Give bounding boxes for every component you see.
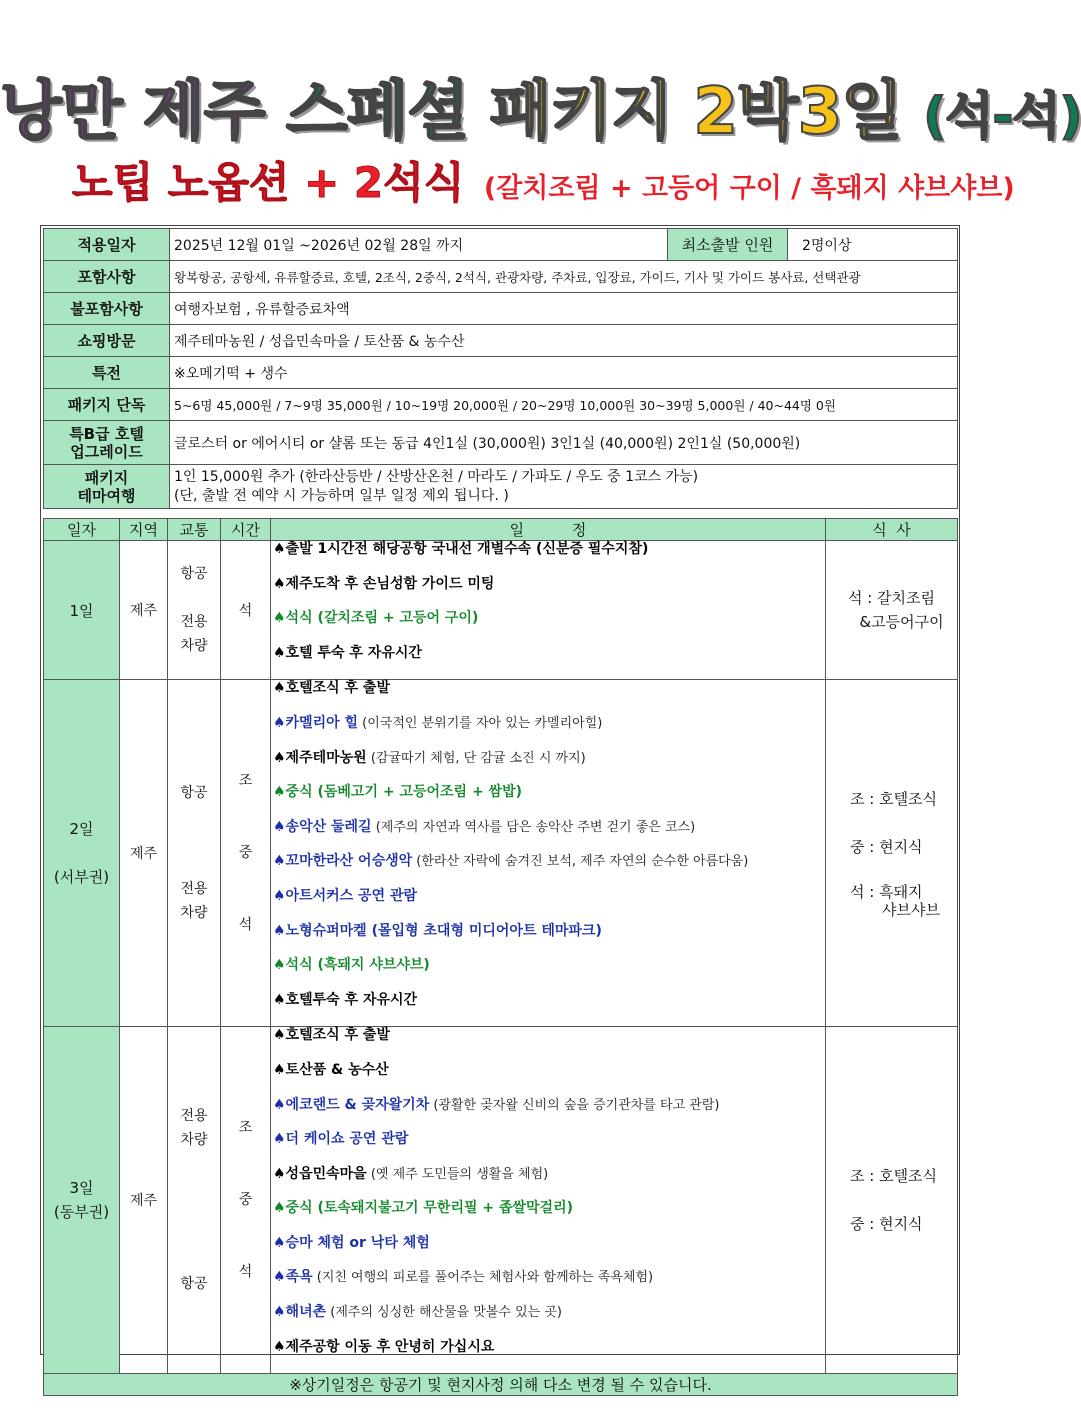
day2-schedule-item-desc: (제주의 자연과 역사를 담은 송악산 주변 걷기 좋은 코스) bbox=[371, 819, 696, 835]
day2-schedule-item bbox=[273, 680, 823, 715]
day1-schedule-item-title: ♠출발 1시간전 해당공항 국내선 개별수속 (신분증 필수지참) bbox=[273, 541, 649, 557]
day1-meal1: 석 : 갈치조림 bbox=[847, 589, 936, 608]
day2-schedule-item-title: ♠제주테마농원 bbox=[273, 749, 367, 766]
period-label: 적용일자 bbox=[44, 229, 170, 261]
theme-value-line1: 1인 15,000원 추가 (한라산등반 / 산방산온천 / 마라도 / 가파도 / 우도 중 1코스 가능) bbox=[174, 468, 699, 485]
theme-label bbox=[44, 465, 170, 509]
title-part-4: (석-석) bbox=[923, 87, 1081, 145]
day2-schedule-item-title: ♠호텔투숙 후 자유시간 bbox=[273, 991, 418, 1008]
day2-meal1: 조 : 호텔조식 bbox=[850, 790, 938, 809]
day3-schedule-item-desc: (광활한 곶자왈 신비의 숲을 증기관차를 타고 관람) bbox=[429, 1097, 720, 1113]
day2-meal bbox=[826, 680, 958, 1027]
day3-schedule-item bbox=[273, 1131, 823, 1166]
day3-schedule-item-desc: (제주의 싱싱한 해산물을 맛볼수 있는 곳) bbox=[326, 1305, 562, 1321]
shopping-value: 제주테마농원 / 성읍민속마을 / 토산품 & 농수산 bbox=[170, 325, 958, 357]
shopping-label: 쇼핑방문 bbox=[44, 325, 170, 357]
day2-meal2: 중 : 현지식 bbox=[850, 838, 923, 857]
upgrade-label bbox=[44, 421, 170, 465]
include-value: 왕복항공, 공항세, 유류할증료, 호텔, 2조식, 2중식, 2석식, 관광차량, 주차료, 입장료, 가이드, 기사 및 가이드 봉사료, 선택관광 bbox=[170, 261, 958, 293]
day3-trans1: 전용 bbox=[180, 1108, 208, 1125]
theme-label-line1: 패키지 bbox=[84, 468, 129, 487]
day1-row bbox=[44, 541, 958, 680]
day2-schedule-item-title: ♠아트서커스 공연 관람 bbox=[273, 887, 418, 904]
day3-time1: 조 bbox=[238, 1120, 253, 1137]
day3-day-cell bbox=[44, 1027, 120, 1374]
day1-schedule bbox=[271, 541, 826, 680]
day2-row bbox=[44, 680, 958, 1027]
day3-schedule bbox=[271, 1027, 826, 1374]
day2-area: (서부권) bbox=[53, 868, 110, 887]
upgrade-label-line1: 특B급 호텔 bbox=[69, 424, 144, 443]
day2-meal3: 석 : 흑돼지 bbox=[850, 883, 923, 902]
day3-trans3: 항공 bbox=[180, 1276, 208, 1293]
upgrade-value: 글로스터 or 에어시티 or 샬롬 또는 동급 4인1실 (30,000원) 3인1실 (40,000원) 2인1실 (50,000원) bbox=[170, 421, 958, 465]
info-row-include bbox=[44, 261, 958, 293]
day3-schedule-item-title: ♠제주공항 이동 후 안녕히 가십시요 bbox=[273, 1338, 495, 1355]
day3-schedule-item-desc: (지친 여행의 피로를 풀어주는 체험사와 함께하는 족욕체험) bbox=[312, 1270, 654, 1286]
day2-schedule-item-title: ♠카멜리아 힐 bbox=[273, 714, 359, 731]
header-time: 시간 bbox=[221, 519, 271, 541]
day3-trans2: 차량 bbox=[180, 1132, 208, 1149]
day3-schedule-item-title: ♠더 케이쇼 공연 관람 bbox=[273, 1131, 409, 1148]
day3-schedule-item-title: ♠족욕 bbox=[273, 1269, 313, 1286]
info-table bbox=[43, 228, 958, 509]
day2-schedule-item bbox=[273, 750, 823, 785]
day2-schedule-item-title: ♠중식 (돔베고기 + 고등어조림 + 쌈밥) bbox=[273, 784, 522, 801]
day2-region: 제주 bbox=[120, 680, 168, 1027]
theme-label-line2: 테마여행 bbox=[77, 486, 136, 505]
info-row-period bbox=[44, 229, 958, 261]
day1-time: 석 bbox=[221, 541, 271, 680]
day1-meal bbox=[826, 541, 958, 680]
day3-schedule-item-title: ♠호텔조식 후 출발 bbox=[273, 1027, 390, 1044]
day2-schedule-item bbox=[273, 853, 823, 888]
day2-schedule-item-title: ♠호텔조식 후 출발 bbox=[273, 680, 390, 697]
day3-meal2: 중 : 현지식 bbox=[850, 1215, 923, 1234]
day2-schedule-item bbox=[273, 992, 823, 1027]
info-row-upgrade bbox=[44, 421, 958, 465]
day3-time3: 석 bbox=[238, 1264, 253, 1281]
info-row-shopping bbox=[44, 325, 958, 357]
theme-value bbox=[170, 465, 958, 509]
page-title bbox=[0, 60, 1081, 152]
day3-row bbox=[44, 1027, 958, 1374]
day3-schedule-item bbox=[273, 1304, 823, 1339]
day2-schedule-item bbox=[273, 923, 823, 958]
header-transport: 교통 bbox=[168, 519, 221, 541]
day2-schedule-item bbox=[273, 819, 823, 854]
day2-schedule-item bbox=[273, 715, 823, 750]
day1-day: 1일 bbox=[44, 541, 120, 680]
theme-value-line2: (단, 출발 전 예약 시 가능하며 일부 일정 제외 됩니다. ) bbox=[174, 487, 509, 504]
day2-time3: 석 bbox=[238, 917, 253, 934]
day2-transport bbox=[168, 680, 221, 1027]
footer-note: ※상기일정은 항공기 및 현지사정 의해 다소 변경 될 수 있습니다. bbox=[44, 1374, 958, 1396]
day3-schedule-item-title: ♠해녀촌 bbox=[273, 1304, 327, 1321]
min-people-label: 최소출발 인원 bbox=[668, 229, 788, 261]
header-meal: 식 사 bbox=[826, 519, 958, 541]
info-row-theme bbox=[44, 465, 958, 509]
day2-schedule-item-title: ♠꼬마한라산 어승생악 bbox=[273, 853, 413, 870]
day3-area: (동부권) bbox=[53, 1203, 110, 1222]
page-subtitle bbox=[72, 150, 1015, 210]
day1-meal2: &고등어구이 bbox=[859, 613, 944, 632]
day1-transport bbox=[168, 541, 221, 680]
day3-meal bbox=[826, 1027, 958, 1374]
day1-region: 제주 bbox=[120, 541, 168, 680]
info-row-perk bbox=[44, 357, 958, 389]
day2-schedule-item bbox=[273, 784, 823, 819]
info-row-group bbox=[44, 389, 958, 421]
day3-schedule-item bbox=[273, 1097, 823, 1132]
footer-note-row bbox=[44, 1374, 958, 1396]
title-part-3: 패키지 2박3일 bbox=[489, 75, 903, 149]
day1-schedule-item bbox=[273, 645, 823, 680]
day3-schedule-item bbox=[273, 1269, 823, 1304]
day3-schedule-item-title: ♠토산품 & 농수산 bbox=[273, 1061, 389, 1078]
day2-trans3: 차량 bbox=[180, 905, 208, 922]
day1-trans2: 전용 bbox=[180, 614, 208, 631]
day3-time2: 중 bbox=[238, 1192, 253, 1209]
day2-trans1: 항공 bbox=[180, 785, 208, 802]
min-people-value: 2명이상 bbox=[788, 229, 958, 261]
day1-trans1: 항공 bbox=[180, 566, 208, 583]
perk-label: 특전 bbox=[44, 357, 170, 389]
day2-schedule bbox=[271, 680, 826, 1027]
day2-schedule-item-title: ♠석식 (흑돼지 샤브샤브) bbox=[273, 957, 430, 974]
day3-schedule-item-title: ♠중식 (토속돼지불고기 무한리필 + 좁쌀막걸리) bbox=[273, 1200, 574, 1217]
day1-schedule-item-title: ♠제주도착 후 손님성함 가이드 미팅 bbox=[273, 575, 495, 592]
day2-schedule-item-desc: (한라산 자락에 숨겨진 보석, 제주 자연의 순수한 아름다움) bbox=[412, 854, 749, 870]
upgrade-label-line2: 업그레이드 bbox=[70, 442, 143, 461]
day3-schedule-item bbox=[273, 1166, 823, 1201]
day2-schedule-item-title: ♠노형슈퍼마켙 (몰입형 초대형 미디어아트 테마파크) bbox=[273, 922, 602, 939]
day2-schedule-item-desc: (이국적인 분위기를 자아 있는 카멜리아힐) bbox=[358, 715, 603, 731]
day3-schedule-item bbox=[273, 1235, 823, 1270]
subtitle-main: 노팁 노옵션 + 2석식 bbox=[72, 158, 465, 207]
header-day: 일자 bbox=[44, 519, 120, 541]
perk-value: ※오메기떡 + 생수 bbox=[170, 357, 958, 389]
day3-schedule-item bbox=[273, 1062, 823, 1097]
day2-time bbox=[221, 680, 271, 1027]
day1-schedule-item bbox=[273, 541, 823, 576]
day2-day: 2일 bbox=[69, 820, 94, 839]
header-region: 지역 bbox=[120, 519, 168, 541]
day1-trans3: 차량 bbox=[180, 638, 208, 655]
day3-transport bbox=[168, 1027, 221, 1374]
day3-time bbox=[221, 1027, 271, 1374]
day1-schedule-item bbox=[273, 576, 823, 611]
day2-time1: 조 bbox=[238, 773, 253, 790]
day2-meal4: 샤브샤브 bbox=[882, 901, 940, 920]
group-value: 5~6명 45,000원 / 7~9명 35,000원 / 10~19명 20,000원 / 20~29명 10,000원 30~39명 5,000원 / 40~44명 0원 bbox=[170, 389, 958, 421]
exclude-label: 불포함사항 bbox=[44, 293, 170, 325]
day3-schedule-item-title: ♠승마 체험 or 낙타 체험 bbox=[273, 1234, 430, 1251]
day1-schedule-item bbox=[273, 610, 823, 645]
day3-schedule-item-title: ♠에코랜드 & 곶자왈기차 bbox=[273, 1096, 430, 1113]
day2-schedule-item bbox=[273, 957, 823, 992]
day1-schedule-item-title: ♠호텔 투숙 후 자유시간 bbox=[273, 644, 422, 661]
schedule-table bbox=[43, 518, 958, 1396]
day2-schedule-item-title: ♠송악산 둘레길 bbox=[273, 818, 372, 835]
day2-schedule-item-desc: (감귤따기 체험, 단 감귤 소진 시 까지) bbox=[366, 750, 586, 766]
day3-meal1: 조 : 호텔조식 bbox=[850, 1167, 938, 1186]
day3-schedule-item bbox=[273, 1027, 823, 1062]
title-part-1: 낭만 제주 bbox=[0, 75, 265, 149]
day2-trans2: 전용 bbox=[180, 881, 208, 898]
day3-schedule-item bbox=[273, 1200, 823, 1235]
group-label: 패키지 단독 bbox=[44, 389, 170, 421]
day3-region: 제주 bbox=[120, 1027, 168, 1374]
day2-time2: 중 bbox=[238, 845, 253, 862]
include-label: 포함사항 bbox=[44, 261, 170, 293]
header-schedule: 일 정 bbox=[271, 519, 826, 541]
day3-schedule-item-desc: (옛 제주 도민들의 생활을 체험) bbox=[366, 1166, 549, 1182]
day1-schedule-item-title: ♠석식 (갈치조림 + 고등어 구이) bbox=[273, 610, 479, 627]
schedule-header-row bbox=[44, 519, 958, 541]
subtitle-detail: (갈치조림 + 고등어 구이 / 흑돼지 샤브샤브) bbox=[483, 173, 1015, 204]
day2-schedule-item bbox=[273, 888, 823, 923]
exclude-value: 여행자보험 , 유류할증료차액 bbox=[170, 293, 958, 325]
day3-day: 3일 bbox=[69, 1179, 94, 1198]
period-value: 2025년 12월 01일 ~2026년 02월 28일 까지 bbox=[170, 229, 668, 261]
day3-schedule-item bbox=[273, 1339, 823, 1374]
day2-day-cell bbox=[44, 680, 120, 1027]
title-part-2: 스페셜 bbox=[285, 75, 469, 149]
day3-schedule-item-title: ♠성읍민속마을 bbox=[273, 1165, 367, 1182]
info-row-exclude bbox=[44, 293, 958, 325]
